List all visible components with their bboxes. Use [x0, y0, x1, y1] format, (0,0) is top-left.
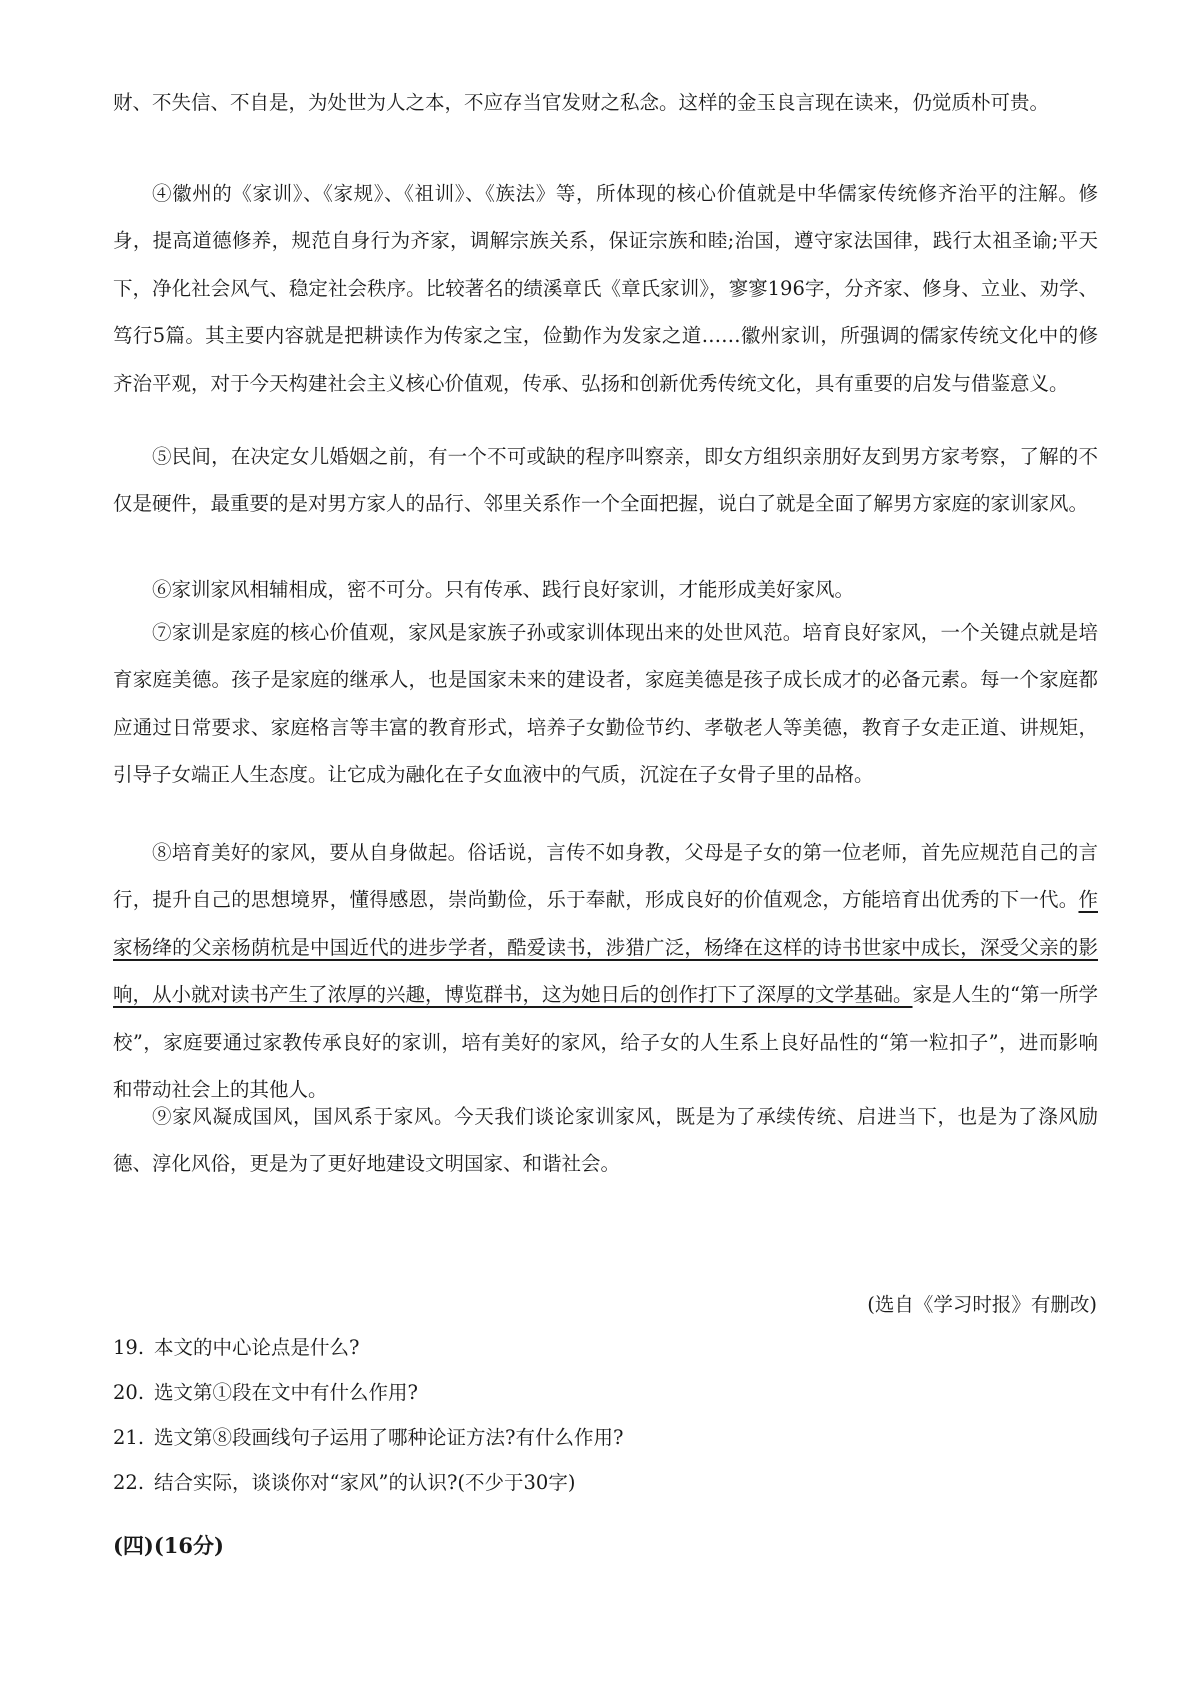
question-number: 21. [113, 1426, 145, 1449]
paragraph-8 [113, 829, 1098, 1113]
question-text: 结合实际，谈谈你对“家风”的认识?(不少于30字) [154, 1471, 576, 1494]
question-22 [113, 1468, 575, 1498]
paragraph-7: ⑦家训是家庭的核心价值观，家风是家族子孙或家训体现出来的处世风范。培育良好家风，一个关键点就是培育家庭美德。孩子是家庭的继承人，也是国家未来的建设者，家庭美德是孩子成长成才的必备元素。每一个家庭都应通过日常要求、家庭格言等丰富的教育形式，培养子女勤俭节约、孝敬老人等美德，教育子女走正道、讲规矩，引导子女端正人生态度。让它成为融化在子女血液中的气质，沉淀在子女骨子里的品格。 [113, 621, 1098, 787]
question-20 [113, 1378, 418, 1408]
paragraph-6: ⑥家训家风相辅相成，密不可分。只有传承、践行良好家训，才能形成美好家风。 [152, 578, 855, 601]
question-19 [113, 1333, 359, 1363]
paragraph-continued: 财、不失信、不自是，为处世为人之本，不应存当官发财之私念。这样的金玉良言现在读来，仍觉质朴可贵。 [113, 91, 1050, 114]
question-text: 选文第①段在文中有什么作用? [154, 1381, 418, 1404]
source-citation: (选自《学习时报》有删改) [867, 1293, 1097, 1316]
question-text: 选文第⑧段画线句子运用了哪种论证方法?有什么作用? [154, 1426, 624, 1449]
paragraph-4: ④徽州的《家训》、《家规》、《祖训》、《族法》等，所体现的核心价值就是中华儒家传统修齐治平的注解。修身，提高道德修养，规范自身行为齐家，调解宗族关系，保证宗族和睦;治国，遵守家法国律，践行太祖圣谕;平天下，净化社会风气、稳定社会秩序。比较著名的绩溪章氏《章氏家训》，寥寥196字，分齐家、修身、立业、劝学、笃行5篇。其主要内容就是把耕读作为传家之宝，俭勤作为发家之道……徽州家训，所强调的儒家传统文化中的修齐治平观，对于今天构建社会主义核心价值观，传承、弘扬和创新优秀传统文化，具有重要的启发与借鉴意义。 [113, 182, 1098, 395]
question-number: 20. [113, 1381, 145, 1404]
question-21 [113, 1423, 623, 1453]
paragraph-8-text: ⑧培育美好的家风，要从自身做起。俗话说，言传不如身教，父母是子女的第一位老师，首先应规范自己的言行，提升自己的思想境界，懂得感恩，崇尚勤俭，乐于奉献，形成良好的价值观念，方能培育出优秀的下一代。 [113, 841, 1098, 912]
section-heading: (四)(16分) [113, 1533, 224, 1558]
paragraph-8-text-end: 家是人生的“第一所学校”，家庭要通过家教传承良好的家训，培有美好的家风，给子女的人生系上良好品性的“第一粒扣子”，进而影响和带动社会上的其他人。 [113, 983, 1098, 1102]
question-text: 本文的中心论点是什么? [154, 1336, 360, 1359]
paragraph-9: ⑨家风凝成国风，国风系于家风。今天我们谈论家训家风，既是为了承续传统、启进当下，也是为了涤风励德、淳化风俗，更是为了更好地建设文明国家、和谐社会。 [113, 1105, 1098, 1176]
question-number: 22. [113, 1471, 145, 1494]
paragraph-5: ⑤民间，在决定女儿婚姻之前，有一个不可或缺的程序叫察亲，即女方组织亲朋好友到男方家考察，了解的不仅是硬件，最重要的是对男方家人的品行、邻里关系作一个全面把握，说白了就是全面了解男方家庭的家训家风。 [113, 445, 1098, 516]
underlined-sentence: 作家杨绛的父亲杨荫杭是中国近代的进步学者，酷爱读书，涉猎广泛，杨绛在这样的诗书世家中成长，深受父亲的影响，从小就对读书产生了浓厚的兴趣，博览群书，这为她日后的创作打下了深厚的文学基础。 [113, 888, 1098, 1007]
question-number: 19. [113, 1336, 145, 1359]
